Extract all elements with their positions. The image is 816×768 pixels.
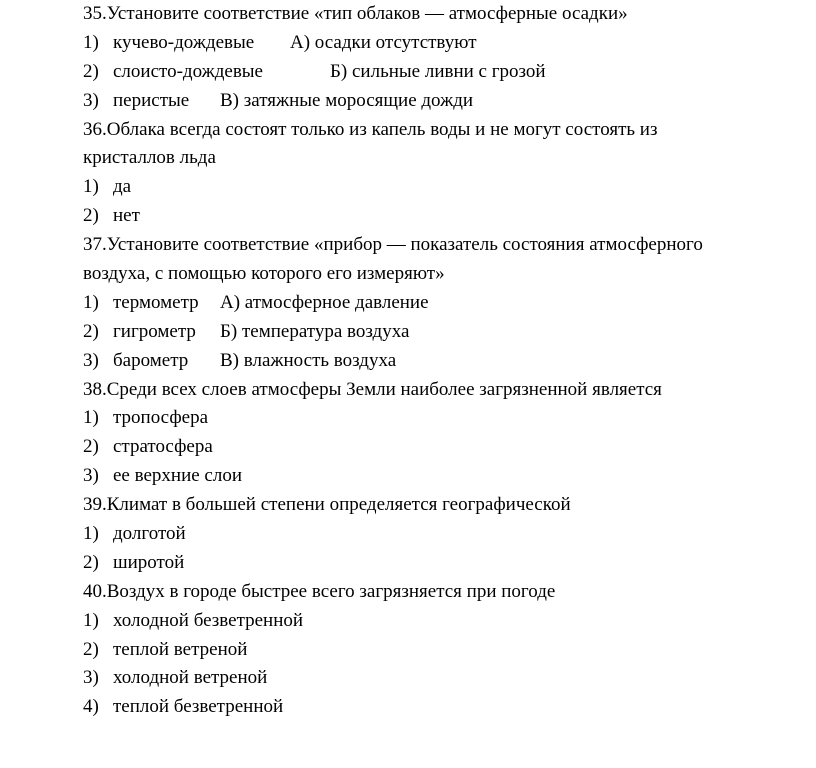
option-number: 3) xyxy=(83,89,99,111)
option-match: А) атмосферное давление xyxy=(220,291,429,313)
question-text: Воздух в городе быстрее всего загрязняется при погоде xyxy=(106,580,556,602)
option-number: 1) xyxy=(83,31,99,53)
question-number: 38. xyxy=(83,378,107,400)
option-text: слоисто-дождевые xyxy=(113,60,263,82)
option-number: 1) xyxy=(83,523,99,545)
question-37 xyxy=(83,231,808,260)
option-row xyxy=(83,607,808,636)
option-text: ее верхние слои xyxy=(113,465,243,487)
question-number: 37. xyxy=(83,234,107,256)
option-text: тропосфера xyxy=(113,407,209,429)
option-number: 1) xyxy=(83,609,99,631)
option-row xyxy=(83,29,808,58)
option-match: Б) температура воздуха xyxy=(220,320,410,342)
question-text: воздуха, с помощью которого его измеряют» xyxy=(83,263,445,285)
option-row xyxy=(83,289,808,318)
option-row xyxy=(83,520,808,549)
option-number: 2) xyxy=(83,60,99,82)
option-text: гигрометр xyxy=(113,320,196,342)
document-page xyxy=(83,0,808,722)
option-number: 2) xyxy=(83,205,99,227)
question-38 xyxy=(83,376,808,405)
option-text: широтой xyxy=(113,551,185,573)
option-text: термометр xyxy=(113,291,199,313)
question-36 xyxy=(83,116,808,145)
option-row xyxy=(83,87,808,116)
option-number: 1) xyxy=(83,176,99,198)
question-text: Климат в большей степени определяется географической xyxy=(106,494,571,516)
option-row xyxy=(83,58,808,87)
option-number: 2) xyxy=(83,320,99,342)
question-35 xyxy=(83,0,808,29)
question-text: Установите соответствие «прибор — показатель состояния атмосферного xyxy=(106,234,703,256)
question-text: Установите соответствие «тип облаков — атмосферные осадки» xyxy=(106,3,628,24)
question-number: 40. xyxy=(83,580,107,602)
option-number: 2) xyxy=(83,638,99,660)
option-row xyxy=(83,347,808,376)
option-row xyxy=(83,636,808,665)
option-number: 3) xyxy=(83,465,99,487)
question-text: кристаллов льда xyxy=(83,147,216,169)
option-text: теплой безветренной xyxy=(113,696,284,718)
option-row xyxy=(83,173,808,202)
option-number: 1) xyxy=(83,291,99,313)
question-number: 36. xyxy=(83,118,107,140)
option-number: 2) xyxy=(83,436,99,458)
option-text: барометр xyxy=(113,349,189,371)
question-number: 35. xyxy=(83,3,107,24)
option-row xyxy=(83,549,808,578)
option-text: стратосфера xyxy=(113,436,213,458)
option-text: перистые xyxy=(113,89,190,111)
option-row xyxy=(83,318,808,347)
question-39 xyxy=(83,491,808,520)
option-number: 3) xyxy=(83,667,99,689)
question-text: Облака всегда состоят только из капель воды и не могут состоять из xyxy=(106,118,658,140)
option-match: В) затяжные моросящие дожди xyxy=(220,89,474,111)
question-text-continued xyxy=(83,260,808,289)
option-text: холодной безветренной xyxy=(113,609,304,631)
option-match: Б) сильные ливни с грозой xyxy=(330,60,546,82)
option-row xyxy=(83,404,808,433)
option-text: теплой ветреной xyxy=(113,638,248,660)
option-number: 1) xyxy=(83,407,99,429)
option-text: да xyxy=(113,176,132,198)
question-text-continued xyxy=(83,144,808,173)
option-text: нет xyxy=(113,205,140,227)
option-row xyxy=(83,462,808,491)
question-text: Среди всех слоев атмосферы Земли наиболее загрязненной является xyxy=(106,378,662,400)
option-text: кучево-дождевые xyxy=(113,31,255,53)
option-row xyxy=(83,664,808,693)
option-match: А) осадки отсутствуют xyxy=(290,31,477,53)
option-text: долготой xyxy=(113,523,186,545)
option-row xyxy=(83,202,808,231)
option-match: В) влажность воздуха xyxy=(220,349,397,371)
option-number: 2) xyxy=(83,551,99,573)
question-number: 39. xyxy=(83,494,107,516)
option-row xyxy=(83,433,808,462)
option-row xyxy=(83,693,808,722)
option-text: холодной ветреной xyxy=(113,667,268,689)
option-number: 3) xyxy=(83,349,99,371)
question-40 xyxy=(83,578,808,607)
option-number: 4) xyxy=(83,696,99,718)
